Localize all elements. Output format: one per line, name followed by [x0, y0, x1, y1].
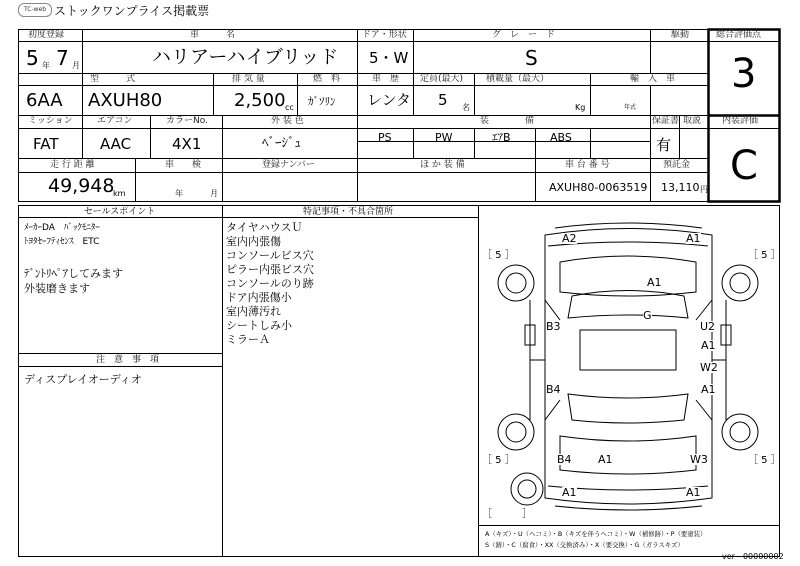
special-items-heading: 特記事項・不具合箇所 — [303, 207, 394, 217]
label-mileage: 走 行 距 離 — [50, 160, 95, 170]
label-other-equipment: ほ か 装 備 — [420, 160, 465, 170]
damage-mark: A1 — [686, 486, 701, 499]
inspection-month-unit: 月 — [210, 189, 218, 198]
color-no-value: 4X1 — [172, 135, 202, 153]
sales-point-line: ﾄﾖﾀｾｰﾌﾃｨｾﾝｽ ETC — [24, 237, 100, 247]
equip-abs: ABS — [550, 131, 572, 144]
label-price: 預託金 — [663, 160, 691, 170]
spare-tire-bracket: ［ ］ — [482, 509, 532, 520]
damage-mark: W2 — [700, 361, 718, 374]
unit-cc: cc — [285, 103, 294, 112]
car-name-value: ハリアーハイブリッド — [152, 46, 339, 68]
label-reg-number: 登録ナンバー — [262, 160, 315, 170]
tire-bracket: ［ 5 ］ — [748, 455, 781, 466]
aircon-value: AAC — [100, 135, 132, 153]
tire-bracket: ［ 5 ］ — [748, 250, 781, 261]
sales-point-line: 外装磨きます — [24, 282, 90, 295]
car-diagram-lines — [498, 223, 758, 510]
special-item: 室内薄汚れ — [226, 305, 281, 318]
label-overall-score: 総合評価点 — [716, 30, 762, 40]
label-inspection: 車 検 — [165, 160, 202, 170]
unit-yen: 円 — [700, 185, 708, 194]
notes-heading: 注 意 事 項 — [96, 355, 160, 365]
equip-airbag: ｴｱB — [492, 131, 511, 144]
sales-point-line: ﾒｰｶｰDA ﾊﾞｯｸﾓﾆﾀｰ — [24, 223, 100, 233]
overall-score-value: 3 — [731, 51, 757, 97]
fuel-value: ｶﾞｿﾘﾝ — [308, 95, 336, 108]
label-equipment: 装 備 — [480, 116, 535, 126]
inspection-year-unit: 年 — [175, 189, 183, 198]
warranty-value: 有 — [656, 136, 672, 154]
label-fuel: 燃 料 — [313, 74, 341, 84]
label-import: 輸 入 車 — [630, 74, 676, 84]
logo-text: TC-web — [23, 6, 47, 13]
damage-mark: A1 — [647, 276, 662, 289]
damage-mark: A1 — [562, 486, 577, 499]
equip-pw: PW — [435, 131, 453, 144]
label-door-shape: ドア・形状 — [362, 30, 407, 40]
label-interior-score: 内装評価 — [722, 116, 759, 126]
special-item: ミラーＡ — [226, 333, 270, 346]
damage-mark: A2 — [562, 232, 577, 245]
special-item: コンソールビス穴 — [226, 249, 314, 262]
damage-mark: A1 — [598, 453, 613, 466]
special-item: タイヤハウスＵ — [226, 221, 303, 234]
damage-mark: U2 — [700, 320, 716, 333]
unit-month: 月 — [72, 61, 80, 70]
unit-kg: Kg — [575, 103, 586, 112]
label-grade: グ レ ー ド — [492, 30, 556, 40]
label-load: 積載量（最大） — [486, 74, 550, 84]
label-warranty: 保証書 — [652, 116, 680, 126]
grade-value: S — [525, 46, 538, 70]
damage-legend: A（キズ）・U（ヘコミ）・B（キズを伴うヘコミ）・W（補修跡）・P（要塗装） — [485, 530, 707, 538]
exterior-color-value: ﾍﾞｰｼﾞｭ — [262, 136, 301, 151]
unit-model-year: 年式 — [624, 104, 637, 111]
history-value: レンタ — [367, 91, 412, 109]
label-car-name: 車 名 — [190, 30, 236, 40]
label-vin: 車 台 番 号 — [565, 160, 610, 170]
mileage-value: 49,948 — [48, 175, 115, 197]
damage-mark: G — [643, 309, 652, 322]
special-item: ドア内張傷小 — [226, 291, 292, 304]
page-title: ストックワンプライス掲載票 — [54, 4, 210, 18]
damage-legend: S（錆）・C（腐食）・XX（交換済み）・X（要交換）・G（ガラスキズ） — [485, 541, 684, 549]
damage-mark: B3 — [546, 320, 561, 333]
label-exterior-color: 外 装 色 — [271, 116, 304, 126]
model-value: AXUH80 — [88, 90, 163, 111]
damage-mark: B4 — [546, 383, 561, 396]
mission-value: FAT — [33, 135, 59, 153]
equip-ps: PS — [378, 131, 392, 144]
special-item: コンソールのり跡 — [226, 277, 314, 290]
label-manual: 取説 — [683, 116, 702, 126]
special-item: シートしみ小 — [226, 319, 292, 332]
unit-person: 名 — [462, 103, 470, 112]
note-line: ディスプレイオーディオ — [24, 373, 142, 386]
price-value: 13,110 — [661, 181, 700, 194]
displacement-value: 2,500 — [234, 90, 286, 111]
special-item: ピラー内張ビス穴 — [226, 263, 314, 276]
unit-year: 年 — [42, 61, 50, 70]
label-drive: 駆動 — [671, 30, 690, 40]
damage-mark: A1 — [686, 232, 701, 245]
label-first-registration: 初度登録 — [28, 30, 65, 40]
capacity-value: 5 — [438, 91, 448, 109]
damage-mark: A1 — [701, 339, 716, 352]
sales-point-line: ﾃﾞﾝﾄﾘﾍﾟｱしてみます — [24, 267, 123, 280]
model-prefix-value: 6AA — [26, 90, 63, 111]
door-shape-value: 5・W — [369, 49, 409, 67]
label-color-no: カラーNo. — [166, 116, 208, 126]
label-mission: ミッション — [28, 116, 73, 126]
vin-value: AXUH80-0063519 — [549, 181, 648, 194]
label-capacity: 定員(最大) — [420, 74, 464, 84]
tire-bracket: ［ 5 ］ — [482, 250, 515, 261]
interior-score-value: C — [730, 143, 758, 189]
label-displacement: 排 気 量 — [232, 74, 265, 84]
damage-mark: A1 — [701, 383, 716, 396]
special-item: 室内内張傷 — [226, 235, 281, 248]
label-history: 車 歴 — [372, 74, 400, 84]
first-reg-month: 7 — [56, 46, 69, 70]
unit-km: km — [113, 189, 126, 198]
tire-bracket: ［ 5 ］ — [482, 455, 515, 466]
damage-mark: B4 — [557, 453, 572, 466]
damage-mark: W3 — [690, 453, 708, 466]
label-aircon: エアコン — [97, 116, 133, 126]
sales-points-heading: セールスポイント — [84, 207, 156, 217]
first-reg-year: 5 — [26, 46, 39, 70]
version-label: ver 00000002 — [722, 552, 784, 561]
label-model: 型 式 — [90, 74, 136, 84]
